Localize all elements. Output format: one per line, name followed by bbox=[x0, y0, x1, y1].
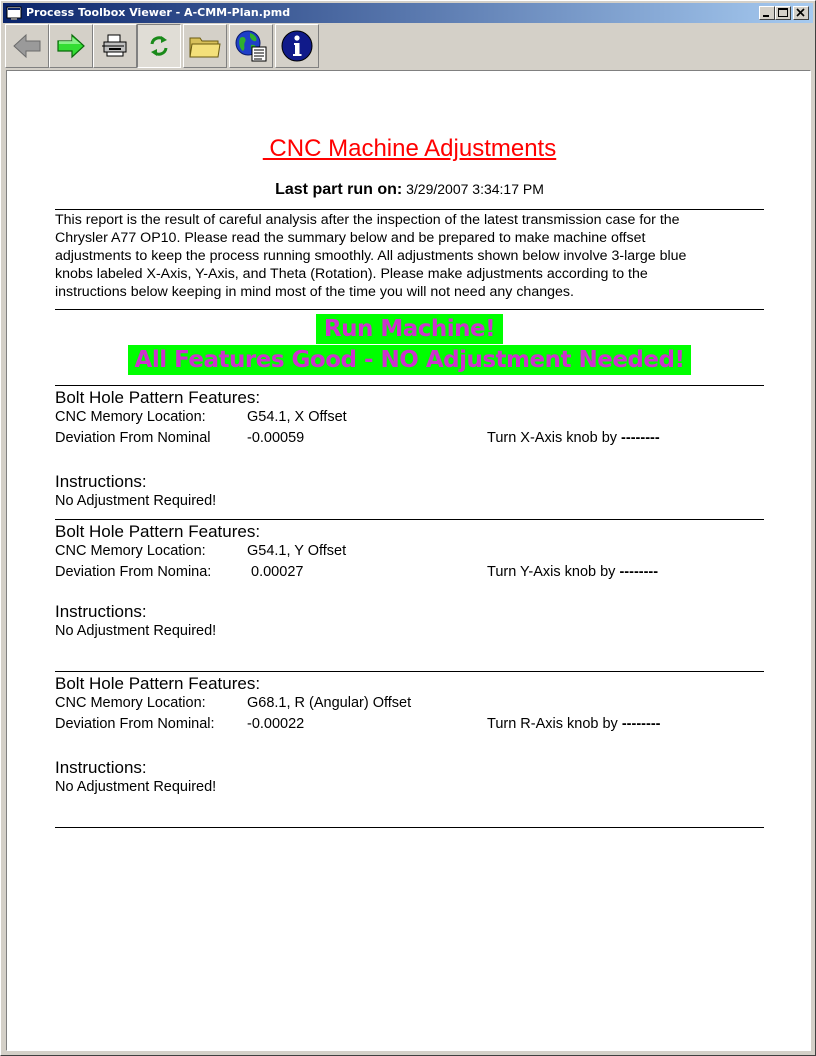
close-icon bbox=[794, 7, 808, 19]
features-status: All Features Good - NO Adjustment Needed! bbox=[128, 345, 692, 375]
last-run-line bbox=[55, 181, 764, 199]
window-title: Process Toolbox Viewer - A-CMM-Plan.pmd bbox=[26, 6, 291, 19]
minimize-icon bbox=[760, 7, 774, 19]
memory-location-value: G54.1, X Offset bbox=[247, 409, 347, 425]
report-viewer[interactable] bbox=[6, 70, 811, 1051]
deviation-value: -0.00059 bbox=[247, 430, 305, 446]
globe-icon bbox=[234, 29, 268, 63]
deviation-value: -0.00022 bbox=[247, 716, 305, 732]
knob-label: Turn Y-Axis knob by bbox=[487, 564, 620, 580]
report-title: CNC Machine Adjustments bbox=[262, 135, 557, 162]
section-heading: Bolt Hole Pattern Features: bbox=[55, 388, 261, 407]
last-run-label: Last part run on: bbox=[275, 181, 403, 198]
info-button[interactable] bbox=[275, 24, 319, 68]
intro-line: adjustments to keep the process running smoothly. All adjustments shown below involve 3-large blue bbox=[55, 248, 687, 264]
knob-instruction bbox=[487, 716, 660, 732]
knob-label: Turn R-Axis knob by bbox=[487, 716, 622, 732]
open-folder-button[interactable] bbox=[183, 24, 227, 68]
intro-line: This report is the result of careful analysis after the inspection of the latest transmission case for the bbox=[55, 212, 680, 228]
intro-line: knobs labeled X-Axis, Y-Axis, and Theta (Rotation). Please make adjustments according to the bbox=[55, 266, 648, 282]
intro-line: instructions below keeping in mind most of the time you will not need any changes. bbox=[55, 284, 574, 300]
forward-arrow-icon bbox=[55, 30, 87, 62]
deviation-value: 0.00027 bbox=[247, 564, 304, 580]
divider bbox=[55, 209, 764, 210]
maximize-icon bbox=[776, 7, 790, 19]
knob-label: Turn X-Axis knob by bbox=[487, 430, 622, 446]
instructions-heading: Instructions: bbox=[55, 602, 147, 621]
instructions-heading: Instructions: bbox=[55, 472, 147, 491]
divider bbox=[55, 827, 764, 828]
memory-location-label: CNC Memory Location: bbox=[55, 409, 206, 425]
print-button[interactable] bbox=[93, 24, 137, 68]
divider bbox=[55, 309, 764, 310]
app-window-icon bbox=[6, 5, 22, 21]
knob-value: -------- bbox=[621, 430, 660, 446]
section-heading: Bolt Hole Pattern Features: bbox=[55, 674, 261, 693]
printer-icon bbox=[99, 30, 131, 62]
divider bbox=[55, 519, 764, 520]
refresh-icon bbox=[143, 30, 175, 62]
deviation-label: Deviation From Nomina: bbox=[55, 564, 212, 580]
status-banner-bottom bbox=[55, 345, 764, 375]
deviation-label: Deviation From Nominal bbox=[55, 430, 211, 446]
memory-location-value: G68.1, R (Angular) Offset bbox=[247, 695, 412, 711]
instructions-text: No Adjustment Required! bbox=[55, 623, 217, 639]
back-button[interactable] bbox=[5, 24, 49, 68]
knob-instruction bbox=[487, 430, 660, 446]
knob-instruction bbox=[487, 564, 658, 580]
close-button[interactable] bbox=[793, 6, 809, 20]
maximize-button[interactable] bbox=[775, 6, 791, 20]
back-arrow-icon bbox=[11, 30, 43, 62]
section-heading: Bolt Hole Pattern Features: bbox=[55, 522, 261, 541]
forward-button[interactable] bbox=[49, 24, 93, 68]
info-icon bbox=[280, 29, 314, 63]
memory-location-label: CNC Memory Location: bbox=[55, 543, 206, 559]
divider bbox=[55, 671, 764, 672]
status-banner-top bbox=[55, 314, 764, 344]
intro-paragraph bbox=[55, 211, 764, 301]
run-machine-status: Run Machine! bbox=[316, 314, 503, 344]
deviation-label: Deviation From Nominal: bbox=[55, 716, 215, 732]
instructions-text: No Adjustment Required! bbox=[55, 779, 217, 795]
instructions-text: No Adjustment Required! bbox=[55, 493, 217, 509]
memory-location-value: G54.1, Y Offset bbox=[247, 543, 347, 559]
folder-icon bbox=[188, 30, 222, 62]
knob-value: -------- bbox=[619, 564, 659, 580]
web-button[interactable] bbox=[229, 24, 273, 68]
refresh-button[interactable] bbox=[137, 24, 181, 68]
title-bar[interactable] bbox=[3, 3, 813, 23]
toolbar bbox=[3, 23, 813, 69]
memory-location-label: CNC Memory Location: bbox=[55, 695, 206, 711]
intro-line: Chrysler A77 OP10. Please read the summary below and be prepared to make machine offset bbox=[55, 230, 646, 246]
minimize-button[interactable] bbox=[759, 6, 775, 20]
last-run-value: 3/29/2007 3:34:17 PM bbox=[402, 181, 544, 197]
divider bbox=[55, 385, 764, 386]
knob-value: -------- bbox=[621, 716, 661, 732]
instructions-heading: Instructions: bbox=[55, 758, 147, 777]
